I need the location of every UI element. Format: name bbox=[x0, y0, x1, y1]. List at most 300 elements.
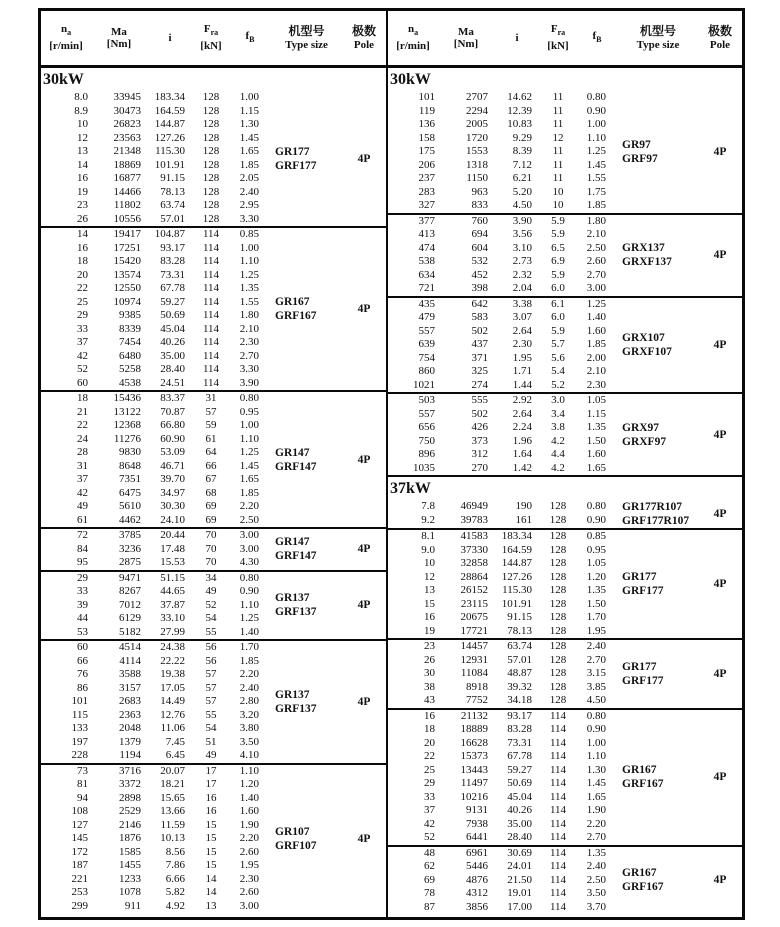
rating-section bbox=[41, 91, 386, 228]
cell-i: 183.34 bbox=[501, 530, 532, 542]
type-size-line: GRF147 bbox=[275, 460, 317, 473]
cell-na: 14 bbox=[77, 158, 88, 171]
cell-i: 46.71 bbox=[160, 459, 185, 472]
cell-ma: 11497 bbox=[460, 777, 488, 789]
cell-ma: 1553 bbox=[466, 145, 488, 157]
cell-i: 17.48 bbox=[160, 542, 185, 555]
type-size-line: GRF167 bbox=[622, 881, 664, 894]
column-header-na: $n_a$ [r/min] bbox=[49, 23, 83, 53]
cell-ma: 2146 bbox=[119, 818, 141, 831]
cell-ma: 2683 bbox=[119, 695, 141, 707]
cell-na: 16 bbox=[77, 172, 88, 184]
cell-fra: 114 bbox=[549, 817, 567, 830]
cell-na: 750 bbox=[418, 434, 435, 447]
rating-section bbox=[41, 641, 386, 765]
cell-i: 22.22 bbox=[160, 654, 185, 667]
cell-fra: 5.9 bbox=[551, 214, 565, 227]
cell-na: 639 bbox=[418, 338, 435, 350]
cell-ma: 502 bbox=[471, 407, 488, 420]
type-size-line: GRF107 bbox=[275, 839, 317, 852]
cell-i: 115.30 bbox=[155, 145, 185, 157]
cell-ma: 26152 bbox=[460, 584, 488, 596]
cell-na: 119 bbox=[418, 104, 435, 117]
cell-fra: 128 bbox=[549, 557, 567, 569]
cell-i: 1.64 bbox=[512, 448, 532, 460]
cell-ma: 9385 bbox=[119, 309, 141, 321]
cell-na: 25 bbox=[424, 763, 435, 776]
power-group-header: 30kW bbox=[390, 71, 431, 88]
cell-na: 24 bbox=[77, 432, 88, 445]
type-size-line: GRX107 bbox=[622, 331, 665, 344]
cell-ma: 14466 bbox=[113, 185, 141, 198]
cell-fb: 2.00 bbox=[586, 351, 606, 364]
cell-fb: 1.45 bbox=[586, 158, 606, 171]
cell-fra: 114 bbox=[202, 336, 220, 348]
cell-fb: 2.50 bbox=[586, 873, 606, 886]
cell-ma: 437 bbox=[471, 338, 488, 350]
pole-label: 4P bbox=[357, 832, 371, 845]
type-size-label bbox=[271, 228, 342, 390]
cell-na: 13 bbox=[424, 584, 435, 596]
cell-ma: 3157 bbox=[119, 681, 141, 694]
cell-na: 84 bbox=[77, 542, 88, 555]
cell-fb: 1.15 bbox=[586, 407, 606, 420]
cell-i: 2.73 bbox=[512, 255, 532, 267]
cell-ma: 694 bbox=[471, 228, 488, 240]
cell-i: 161 bbox=[515, 513, 532, 526]
cell-fra: 128 bbox=[549, 694, 567, 706]
cell-ma: 32858 bbox=[460, 557, 488, 569]
cell-fb: 1.25 bbox=[586, 297, 606, 310]
type-size-label bbox=[618, 91, 698, 213]
cell-fb: 1.70 bbox=[586, 611, 606, 623]
cell-fra: 17 bbox=[205, 778, 217, 790]
cell-fb: 1.00 bbox=[239, 241, 259, 254]
type-size-line: GRXF97 bbox=[622, 435, 667, 448]
cell-na: 413 bbox=[418, 228, 435, 240]
rating-section bbox=[388, 640, 742, 710]
cell-fra: 56 bbox=[205, 641, 217, 653]
cell-na: 52 bbox=[77, 363, 88, 375]
cell-ma: 30473 bbox=[113, 104, 141, 117]
cell-fra: 66 bbox=[205, 459, 217, 472]
cell-fra: 114 bbox=[202, 241, 220, 254]
cell-fb: 1.55 bbox=[239, 295, 259, 308]
type-size-line: GRF137 bbox=[275, 606, 317, 619]
cell-fra: 4.2 bbox=[551, 434, 565, 447]
cell-ma: 2048 bbox=[119, 722, 141, 734]
cell-fra: 128 bbox=[549, 584, 567, 596]
cell-fb: 3.20 bbox=[239, 708, 259, 721]
type-size-line: GR147 bbox=[275, 446, 310, 459]
cell-na: 26 bbox=[77, 212, 88, 225]
cell-i: 18.21 bbox=[160, 778, 185, 790]
cell-fra: 128 bbox=[549, 680, 567, 693]
cell-i: 8.56 bbox=[165, 845, 185, 858]
type-size-label bbox=[271, 91, 342, 226]
cell-fra: 114 bbox=[202, 255, 220, 267]
cell-ma: 7454 bbox=[119, 336, 141, 348]
cell-na: 38 bbox=[424, 680, 435, 693]
cell-fb: 1.75 bbox=[586, 185, 606, 198]
cell-fb: 1.60 bbox=[239, 805, 259, 817]
rating-section bbox=[41, 529, 386, 572]
cell-na: 538 bbox=[418, 255, 435, 267]
cell-fb: 1.25 bbox=[239, 612, 259, 624]
type-size-label bbox=[618, 847, 698, 915]
cell-fra: 128 bbox=[202, 172, 220, 184]
cell-i: 67.78 bbox=[160, 282, 185, 294]
type-size-label bbox=[618, 500, 698, 528]
cell-fra: 15 bbox=[205, 818, 217, 831]
cell-fra: 70 bbox=[205, 556, 217, 568]
ratings-table bbox=[38, 8, 745, 920]
table-header-left bbox=[41, 11, 388, 65]
type-size-label bbox=[618, 298, 698, 393]
cell-i: 6.45 bbox=[165, 749, 185, 761]
cell-i: 4.92 bbox=[165, 899, 185, 912]
type-size-line: GR177 bbox=[622, 660, 657, 673]
cell-i: 127.26 bbox=[501, 570, 532, 583]
cell-fb: 1.10 bbox=[239, 598, 259, 611]
cell-i: 3.90 bbox=[512, 214, 532, 227]
cell-na: 1021 bbox=[413, 378, 435, 391]
cell-ma: 12368 bbox=[113, 419, 141, 431]
section-rows bbox=[41, 572, 271, 640]
cell-na: 634 bbox=[418, 268, 435, 281]
cell-fb: 1.15 bbox=[239, 104, 259, 117]
cell-fra: 69 bbox=[205, 500, 217, 512]
cell-ma: 8918 bbox=[466, 680, 488, 693]
cell-fra: 16 bbox=[205, 805, 217, 817]
cell-fb: 2.10 bbox=[586, 365, 606, 377]
cell-fra: 57 bbox=[205, 405, 217, 418]
cell-na: 15 bbox=[424, 597, 435, 610]
cell-fb: 2.60 bbox=[239, 886, 259, 898]
cell-fb: 4.10 bbox=[239, 749, 259, 761]
cell-fb: 1.35 bbox=[586, 846, 606, 859]
cell-i: 9.29 bbox=[512, 131, 532, 144]
rating-section bbox=[41, 392, 386, 529]
type-size-line: GRXF137 bbox=[622, 256, 672, 268]
cell-na: 20 bbox=[77, 268, 88, 281]
cell-fb: 4.30 bbox=[239, 556, 259, 568]
type-size-line: GR177 bbox=[275, 145, 310, 158]
cell-fb: 2.70 bbox=[239, 349, 259, 362]
type-size-label bbox=[271, 765, 342, 914]
type-size-line: GR137 bbox=[275, 688, 310, 701]
cell-ma: 7938 bbox=[466, 817, 488, 830]
cell-na: 29 bbox=[424, 777, 435, 789]
cell-ma: 16628 bbox=[460, 736, 488, 749]
cell-i: 164.59 bbox=[154, 104, 185, 117]
cell-ma: 1720 bbox=[466, 131, 488, 144]
type-size-label bbox=[271, 529, 342, 570]
cell-i: 57.01 bbox=[507, 653, 532, 666]
cell-fra: 11 bbox=[552, 104, 564, 117]
cell-ma: 6475 bbox=[119, 486, 141, 499]
cell-fb: 1.25 bbox=[239, 268, 259, 281]
cell-ma: 18869 bbox=[113, 158, 141, 171]
cell-fb: 1.65 bbox=[239, 473, 259, 485]
cell-na: 145 bbox=[71, 832, 88, 844]
cell-na: 136 bbox=[418, 118, 435, 130]
cell-na: 16 bbox=[424, 611, 435, 623]
section-rows bbox=[41, 765, 271, 914]
cell-na: 101 bbox=[71, 695, 88, 707]
cell-na: 721 bbox=[418, 282, 435, 294]
cell-fb: 1.65 bbox=[586, 461, 606, 474]
cell-fra: 128 bbox=[549, 570, 567, 583]
cell-i: 12.39 bbox=[507, 104, 532, 117]
cell-fb: 2.70 bbox=[586, 653, 606, 666]
cell-fra: 34 bbox=[205, 571, 217, 584]
cell-fb: 1.90 bbox=[239, 818, 259, 831]
type-size-label bbox=[271, 392, 342, 527]
cell-fb: 1.55 bbox=[586, 172, 606, 184]
cell-na: 29 bbox=[77, 571, 88, 584]
cell-na: 78 bbox=[424, 887, 435, 899]
cell-i: 5.20 bbox=[512, 185, 532, 198]
cell-fra: 54 bbox=[205, 612, 217, 624]
cell-na: 66 bbox=[77, 654, 88, 667]
cell-fb: 1.95 bbox=[586, 624, 606, 637]
cell-fra: 11 bbox=[552, 145, 564, 157]
cell-na: 33 bbox=[424, 790, 435, 803]
cell-na: 8.1 bbox=[421, 530, 435, 542]
cell-i: 93.17 bbox=[507, 709, 532, 722]
cell-ma: 6961 bbox=[466, 846, 488, 859]
cell-ma: 23115 bbox=[460, 597, 488, 610]
cell-fb: 1.00 bbox=[586, 736, 606, 749]
rating-section bbox=[41, 572, 386, 642]
cell-fra: 128 bbox=[202, 91, 220, 103]
cell-fb: 2.80 bbox=[239, 695, 259, 707]
cell-i: 20.07 bbox=[160, 764, 185, 777]
cell-i: 93.17 bbox=[160, 241, 185, 254]
cell-fra: 49 bbox=[205, 585, 217, 597]
cell-fra: 114 bbox=[202, 376, 220, 389]
cell-fra: 114 bbox=[549, 831, 567, 843]
cell-fb: 1.00 bbox=[586, 118, 606, 130]
power-group-header: 37kW bbox=[390, 480, 431, 497]
cell-fra: 114 bbox=[549, 887, 567, 899]
cell-ma: 15373 bbox=[460, 750, 488, 762]
cell-fra: 12 bbox=[552, 131, 564, 144]
cell-ma: 4876 bbox=[466, 873, 488, 886]
cell-fra: 11 bbox=[552, 172, 564, 184]
section-rows bbox=[41, 529, 271, 570]
cell-ma: 2294 bbox=[466, 104, 488, 117]
cell-i: 1.96 bbox=[512, 434, 532, 447]
cell-fb: 2.30 bbox=[239, 336, 259, 348]
cell-na: 12 bbox=[77, 131, 88, 144]
cell-fra: 128 bbox=[202, 185, 220, 198]
cell-ma: 1194 bbox=[119, 749, 141, 761]
cell-fb: 1.85 bbox=[239, 158, 259, 171]
type-size-label bbox=[618, 530, 698, 638]
cell-i: 15.53 bbox=[160, 556, 185, 568]
cell-ma: 3856 bbox=[466, 900, 488, 913]
cell-ma: 6441 bbox=[466, 831, 488, 843]
cell-fra: 11 bbox=[552, 158, 564, 171]
cell-fb: 1.80 bbox=[586, 214, 606, 227]
cell-fra: 13 bbox=[205, 899, 217, 912]
cell-na: 73 bbox=[77, 764, 88, 777]
pole-label: 4P bbox=[357, 599, 371, 612]
cell-ma: 3716 bbox=[119, 764, 141, 777]
rating-section bbox=[388, 500, 742, 530]
pole-label: 4P bbox=[357, 543, 371, 556]
cell-ma: 2875 bbox=[119, 556, 141, 568]
cell-ma: 274 bbox=[471, 378, 488, 391]
cell-i: 14.49 bbox=[160, 695, 185, 707]
cell-i: 50.69 bbox=[160, 309, 185, 321]
cell-ma: 26823 bbox=[113, 118, 141, 130]
cell-fra: 4.2 bbox=[551, 461, 565, 474]
cell-fb: 1.45 bbox=[239, 459, 259, 472]
cell-i: 33.10 bbox=[160, 612, 185, 624]
cell-ma: 583 bbox=[471, 311, 488, 323]
cell-i: 10.13 bbox=[160, 832, 185, 844]
cell-fra: 67 bbox=[205, 473, 217, 485]
cell-ma: 21132 bbox=[460, 709, 488, 722]
cell-fb: 1.05 bbox=[586, 557, 606, 569]
cell-fra: 11 bbox=[552, 118, 564, 130]
cell-fra: 128 bbox=[549, 500, 567, 512]
cell-na: 13 bbox=[77, 145, 88, 157]
cell-ma: 8267 bbox=[119, 585, 141, 597]
cell-fra: 114 bbox=[549, 790, 567, 803]
table-body bbox=[41, 68, 742, 917]
column-header-pole: 极数 Pole bbox=[707, 24, 732, 51]
cell-ma: 46949 bbox=[460, 500, 488, 512]
cell-ma: 963 bbox=[471, 185, 488, 198]
cell-na: 86 bbox=[77, 681, 88, 694]
cell-i: 101.91 bbox=[501, 597, 532, 610]
cell-i: 14.62 bbox=[507, 91, 532, 103]
pole-label: 4P bbox=[713, 338, 727, 351]
section-rows bbox=[388, 847, 618, 915]
cell-na: 435 bbox=[418, 297, 435, 310]
cell-na: 557 bbox=[418, 407, 435, 420]
cell-fb: 3.00 bbox=[239, 542, 259, 555]
cell-ma: 6129 bbox=[119, 612, 141, 624]
pole-label: 4P bbox=[357, 695, 371, 708]
cell-i: 34.97 bbox=[160, 486, 185, 499]
cell-fb: 3.50 bbox=[586, 887, 606, 899]
column-header-ma: Ma [Nm] bbox=[453, 25, 479, 50]
cell-fra: 114 bbox=[202, 363, 220, 375]
cell-i: 2.24 bbox=[512, 421, 532, 433]
cell-fb: 1.85 bbox=[239, 486, 259, 499]
cell-fb: 1.10 bbox=[239, 764, 259, 777]
section-rows bbox=[388, 640, 618, 708]
cell-fb: 1.10 bbox=[586, 750, 606, 762]
cell-fb: 1.10 bbox=[239, 255, 259, 267]
cell-fb: 2.60 bbox=[586, 255, 606, 267]
type-size-line: GR167 bbox=[275, 296, 310, 308]
cell-na: 22 bbox=[424, 750, 435, 762]
cell-i: 30.69 bbox=[507, 846, 532, 859]
cell-fb: 1.25 bbox=[239, 446, 259, 458]
cell-ma: 41583 bbox=[460, 530, 488, 542]
cell-fb: 1.85 bbox=[586, 199, 606, 211]
cell-ma: 325 bbox=[471, 365, 488, 377]
cell-fb: 1.40 bbox=[586, 311, 606, 323]
cell-fra: 128 bbox=[549, 513, 567, 526]
cell-fra: 114 bbox=[202, 322, 220, 335]
cell-i: 70.87 bbox=[160, 405, 185, 418]
pole-label: 4P bbox=[713, 145, 727, 158]
cell-i: 3.07 bbox=[512, 311, 532, 323]
column-header-type-size: 机型号 Type size bbox=[285, 24, 328, 51]
cell-ma: 19417 bbox=[113, 228, 141, 240]
rating-section bbox=[388, 298, 742, 395]
cell-ma: 8339 bbox=[119, 322, 141, 335]
column-header-fra: $F_{ra}$ [kN] bbox=[200, 23, 222, 53]
cell-i: 59.27 bbox=[160, 295, 185, 308]
cell-i: 7.86 bbox=[165, 859, 185, 871]
cell-i: 83.37 bbox=[160, 392, 185, 404]
section-rows bbox=[41, 91, 271, 226]
cell-ma: 20675 bbox=[460, 611, 488, 623]
cell-i: 11.59 bbox=[160, 818, 185, 831]
cell-fb: 3.70 bbox=[586, 900, 606, 913]
cell-na: 557 bbox=[418, 324, 435, 337]
cell-na: 108 bbox=[71, 805, 88, 817]
cell-na: 18 bbox=[424, 723, 435, 735]
cell-fb: 0.90 bbox=[586, 513, 606, 526]
cell-ma: 555 bbox=[471, 394, 488, 406]
table-header bbox=[41, 11, 742, 68]
cell-na: 31 bbox=[77, 459, 88, 472]
cell-i: 27.99 bbox=[160, 625, 185, 638]
section-rows bbox=[41, 392, 271, 527]
cell-fra: 57 bbox=[205, 695, 217, 707]
cell-i: 57.01 bbox=[160, 212, 185, 225]
cell-fra: 14 bbox=[205, 886, 217, 898]
cell-ma: 312 bbox=[471, 448, 488, 460]
cell-fb: 0.85 bbox=[239, 228, 259, 240]
cell-na: 479 bbox=[418, 311, 435, 323]
cell-fra: 10 bbox=[552, 185, 564, 198]
cell-i: 35.00 bbox=[160, 349, 185, 362]
cell-fb: 0.90 bbox=[586, 104, 606, 117]
cell-fb: 1.10 bbox=[586, 131, 606, 144]
section-rows bbox=[388, 215, 618, 296]
cell-ma: 15436 bbox=[113, 392, 141, 404]
cell-fra: 59 bbox=[205, 419, 217, 431]
cell-na: 22 bbox=[77, 419, 88, 431]
cell-i: 50.69 bbox=[507, 777, 532, 789]
cell-ma: 5610 bbox=[119, 500, 141, 512]
cell-ma: 14457 bbox=[460, 640, 488, 652]
cell-i: 63.74 bbox=[160, 199, 185, 211]
cell-ma: 13574 bbox=[113, 268, 141, 281]
cell-fra: 17 bbox=[205, 764, 217, 777]
cell-fra: 14 bbox=[205, 872, 217, 885]
cell-fra: 114 bbox=[549, 900, 567, 913]
cell-fra: 56 bbox=[205, 654, 217, 667]
cell-ma: 4312 bbox=[466, 887, 488, 899]
cell-na: 29 bbox=[77, 309, 88, 321]
column-header-i: i bbox=[168, 31, 172, 44]
cell-na: 33 bbox=[77, 322, 88, 335]
cell-i: 17.00 bbox=[507, 900, 532, 913]
type-size-line: GRF97 bbox=[622, 152, 658, 165]
cell-na: 175 bbox=[418, 145, 435, 157]
